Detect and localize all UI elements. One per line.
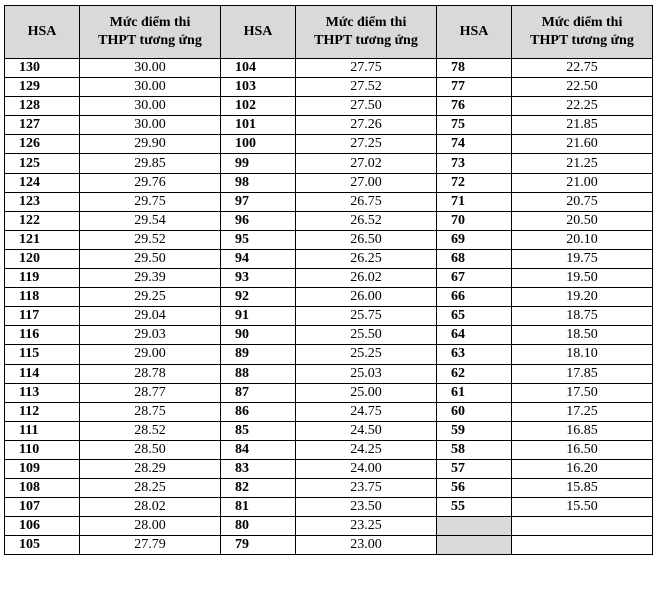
table-row (5, 154, 653, 173)
hsa-score-cell: 112 (5, 402, 80, 421)
thpt-score-cell: 27.00 (296, 173, 437, 192)
hsa-score-cell: 124 (5, 173, 80, 192)
thpt-score-cell: 19.20 (512, 288, 653, 307)
empty-score-cell (512, 536, 653, 555)
thpt-score-cell: 17.25 (512, 402, 653, 421)
hsa-score-cell: 81 (221, 498, 296, 517)
empty-hsa-cell (437, 536, 512, 555)
thpt-score-cell: 29.54 (80, 211, 221, 230)
thpt-score-cell: 16.50 (512, 440, 653, 459)
thpt-score-cell: 29.75 (80, 192, 221, 211)
table-row (5, 498, 653, 517)
thpt-score-cell: 20.10 (512, 230, 653, 249)
empty-hsa-cell (437, 517, 512, 536)
thpt-score-cell: 29.25 (80, 288, 221, 307)
hsa-score-cell: 103 (221, 78, 296, 97)
thpt-score-cell: 26.50 (296, 230, 437, 249)
table-row (5, 536, 653, 555)
thpt-score-cell: 30.00 (80, 97, 221, 116)
thpt-score-cell: 24.75 (296, 402, 437, 421)
thpt-score-cell: 16.85 (512, 421, 653, 440)
thpt-score-cell: 30.00 (80, 59, 221, 78)
hsa-score-cell: 64 (437, 326, 512, 345)
hsa-score-cell: 83 (221, 459, 296, 478)
hsa-score-cell: 90 (221, 326, 296, 345)
hsa-score-cell: 121 (5, 230, 80, 249)
hsa-score-cell: 65 (437, 307, 512, 326)
table-row (5, 421, 653, 440)
header-hsa: HSA (5, 6, 80, 59)
thpt-score-cell: 20.75 (512, 192, 653, 211)
thpt-score-cell: 28.02 (80, 498, 221, 517)
thpt-score-cell: 25.25 (296, 345, 437, 364)
hsa-score-cell: 125 (5, 154, 80, 173)
hsa-score-cell: 89 (221, 345, 296, 364)
score-conversion-table-container (4, 5, 649, 585)
thpt-score-cell: 29.04 (80, 307, 221, 326)
table-row (5, 249, 653, 268)
hsa-score-cell: 104 (221, 59, 296, 78)
hsa-score-cell: 70 (437, 211, 512, 230)
hsa-score-cell: 117 (5, 307, 80, 326)
table-row (5, 459, 653, 478)
thpt-score-cell: 29.52 (80, 230, 221, 249)
thpt-score-cell: 21.60 (512, 135, 653, 154)
thpt-score-cell: 17.85 (512, 364, 653, 383)
thpt-score-cell: 27.75 (296, 59, 437, 78)
hsa-score-cell: 87 (221, 383, 296, 402)
hsa-score-cell: 98 (221, 173, 296, 192)
header-score (512, 6, 653, 59)
hsa-score-cell: 62 (437, 364, 512, 383)
hsa-score-cell: 122 (5, 211, 80, 230)
thpt-score-cell: 27.50 (296, 97, 437, 116)
thpt-score-cell: 16.20 (512, 459, 653, 478)
thpt-score-cell: 27.25 (296, 135, 437, 154)
thpt-score-cell: 29.85 (80, 154, 221, 173)
hsa-score-cell: 88 (221, 364, 296, 383)
table-row (5, 211, 653, 230)
hsa-score-cell: 107 (5, 498, 80, 517)
hsa-score-cell: 66 (437, 288, 512, 307)
thpt-score-cell: 27.02 (296, 154, 437, 173)
hsa-score-cell: 58 (437, 440, 512, 459)
table-row (5, 288, 653, 307)
thpt-score-cell: 23.50 (296, 498, 437, 517)
thpt-score-cell: 22.50 (512, 78, 653, 97)
thpt-score-cell: 15.50 (512, 498, 653, 517)
thpt-score-cell: 22.75 (512, 59, 653, 78)
hsa-score-cell: 129 (5, 78, 80, 97)
hsa-score-cell: 110 (5, 440, 80, 459)
header-score-line1: Mức điểm thi (109, 15, 191, 30)
hsa-score-cell: 56 (437, 479, 512, 498)
table-row (5, 345, 653, 364)
thpt-score-cell: 27.79 (80, 536, 221, 555)
hsa-score-cell: 111 (5, 421, 80, 440)
hsa-score-cell: 113 (5, 383, 80, 402)
hsa-score-cell: 102 (221, 97, 296, 116)
hsa-score-cell: 118 (5, 288, 80, 307)
thpt-score-cell: 18.75 (512, 307, 653, 326)
hsa-score-cell: 61 (437, 383, 512, 402)
hsa-score-cell: 85 (221, 421, 296, 440)
table-row (5, 135, 653, 154)
thpt-score-cell: 20.50 (512, 211, 653, 230)
thpt-score-cell: 26.25 (296, 249, 437, 268)
table-row (5, 307, 653, 326)
hsa-score-cell: 106 (5, 517, 80, 536)
thpt-score-cell: 19.75 (512, 249, 653, 268)
thpt-score-cell: 30.00 (80, 116, 221, 135)
table-row (5, 402, 653, 421)
table-row (5, 269, 653, 288)
table-header-row (5, 6, 653, 59)
header-score-line2: THPT tương ứng (530, 33, 634, 48)
hsa-score-cell: 116 (5, 326, 80, 345)
thpt-score-cell: 25.00 (296, 383, 437, 402)
thpt-score-cell: 28.78 (80, 364, 221, 383)
thpt-score-cell: 30.00 (80, 78, 221, 97)
thpt-score-cell: 21.00 (512, 173, 653, 192)
thpt-score-cell: 26.75 (296, 192, 437, 211)
thpt-score-cell: 26.00 (296, 288, 437, 307)
hsa-score-cell: 79 (221, 536, 296, 555)
thpt-score-cell: 19.50 (512, 269, 653, 288)
hsa-score-cell: 120 (5, 249, 80, 268)
thpt-score-cell: 21.85 (512, 116, 653, 135)
hsa-score-cell: 73 (437, 154, 512, 173)
table-row (5, 364, 653, 383)
thpt-score-cell: 28.75 (80, 402, 221, 421)
table-row (5, 173, 653, 192)
hsa-score-cell: 127 (5, 116, 80, 135)
table-row (5, 440, 653, 459)
thpt-score-cell: 22.25 (512, 97, 653, 116)
hsa-score-cell: 55 (437, 498, 512, 517)
table-row (5, 479, 653, 498)
hsa-score-cell: 126 (5, 135, 80, 154)
hsa-score-cell: 119 (5, 269, 80, 288)
hsa-score-cell: 95 (221, 230, 296, 249)
thpt-score-cell: 28.50 (80, 440, 221, 459)
table-row (5, 59, 653, 78)
hsa-score-cell: 123 (5, 192, 80, 211)
thpt-score-cell: 24.50 (296, 421, 437, 440)
thpt-score-cell: 25.03 (296, 364, 437, 383)
table-row (5, 78, 653, 97)
hsa-score-cell: 96 (221, 211, 296, 230)
hsa-score-cell: 92 (221, 288, 296, 307)
hsa-score-cell: 86 (221, 402, 296, 421)
thpt-score-cell: 21.25 (512, 154, 653, 173)
empty-score-cell (512, 517, 653, 536)
hsa-score-cell: 67 (437, 269, 512, 288)
hsa-score-cell: 74 (437, 135, 512, 154)
table-row (5, 97, 653, 116)
hsa-score-cell: 91 (221, 307, 296, 326)
thpt-score-cell: 28.52 (80, 421, 221, 440)
score-conversion-table (4, 5, 653, 555)
hsa-score-cell: 80 (221, 517, 296, 536)
header-hsa: HSA (221, 6, 296, 59)
hsa-score-cell: 72 (437, 173, 512, 192)
thpt-score-cell: 29.00 (80, 345, 221, 364)
hsa-score-cell: 82 (221, 479, 296, 498)
header-score (80, 6, 221, 59)
thpt-score-cell: 17.50 (512, 383, 653, 402)
hsa-score-cell: 108 (5, 479, 80, 498)
hsa-score-cell: 60 (437, 402, 512, 421)
thpt-score-cell: 29.39 (80, 269, 221, 288)
thpt-score-cell: 29.76 (80, 173, 221, 192)
hsa-score-cell: 78 (437, 59, 512, 78)
header-hsa: HSA (437, 6, 512, 59)
hsa-score-cell: 99 (221, 154, 296, 173)
thpt-score-cell: 15.85 (512, 479, 653, 498)
hsa-score-cell: 130 (5, 59, 80, 78)
hsa-score-cell: 76 (437, 97, 512, 116)
thpt-score-cell: 29.03 (80, 326, 221, 345)
thpt-score-cell: 28.00 (80, 517, 221, 536)
hsa-score-cell: 77 (437, 78, 512, 97)
thpt-score-cell: 18.10 (512, 345, 653, 364)
thpt-score-cell: 25.50 (296, 326, 437, 345)
hsa-score-cell: 63 (437, 345, 512, 364)
thpt-score-cell: 23.00 (296, 536, 437, 555)
table-row (5, 326, 653, 345)
hsa-score-cell: 57 (437, 459, 512, 478)
thpt-score-cell: 26.52 (296, 211, 437, 230)
thpt-score-cell: 29.90 (80, 135, 221, 154)
thpt-score-cell: 28.77 (80, 383, 221, 402)
thpt-score-cell: 18.50 (512, 326, 653, 345)
hsa-score-cell: 100 (221, 135, 296, 154)
thpt-score-cell: 26.02 (296, 269, 437, 288)
thpt-score-cell: 28.25 (80, 479, 221, 498)
hsa-score-cell: 115 (5, 345, 80, 364)
hsa-score-cell: 94 (221, 249, 296, 268)
thpt-score-cell: 24.25 (296, 440, 437, 459)
hsa-score-cell: 109 (5, 459, 80, 478)
thpt-score-cell: 23.75 (296, 479, 437, 498)
hsa-score-cell: 101 (221, 116, 296, 135)
header-score-line1: Mức điểm thi (325, 15, 407, 30)
hsa-score-cell: 114 (5, 364, 80, 383)
thpt-score-cell: 29.50 (80, 249, 221, 268)
hsa-score-cell: 105 (5, 536, 80, 555)
thpt-score-cell: 27.52 (296, 78, 437, 97)
table-row (5, 230, 653, 249)
thpt-score-cell: 24.00 (296, 459, 437, 478)
header-score-line2: THPT tương ứng (314, 33, 418, 48)
hsa-score-cell: 71 (437, 192, 512, 211)
header-score-line2: THPT tương ứng (98, 33, 202, 48)
table-row (5, 517, 653, 536)
hsa-score-cell: 97 (221, 192, 296, 211)
table-row (5, 383, 653, 402)
thpt-score-cell: 27.26 (296, 116, 437, 135)
table-row (5, 116, 653, 135)
hsa-score-cell: 59 (437, 421, 512, 440)
header-score-line1: Mức điểm thi (541, 15, 623, 30)
hsa-score-cell: 68 (437, 249, 512, 268)
table-row (5, 192, 653, 211)
hsa-score-cell: 75 (437, 116, 512, 135)
table-body (5, 59, 653, 555)
hsa-score-cell: 128 (5, 97, 80, 116)
hsa-score-cell: 69 (437, 230, 512, 249)
thpt-score-cell: 25.75 (296, 307, 437, 326)
hsa-score-cell: 84 (221, 440, 296, 459)
header-score (296, 6, 437, 59)
thpt-score-cell: 23.25 (296, 517, 437, 536)
thpt-score-cell: 28.29 (80, 459, 221, 478)
hsa-score-cell: 93 (221, 269, 296, 288)
